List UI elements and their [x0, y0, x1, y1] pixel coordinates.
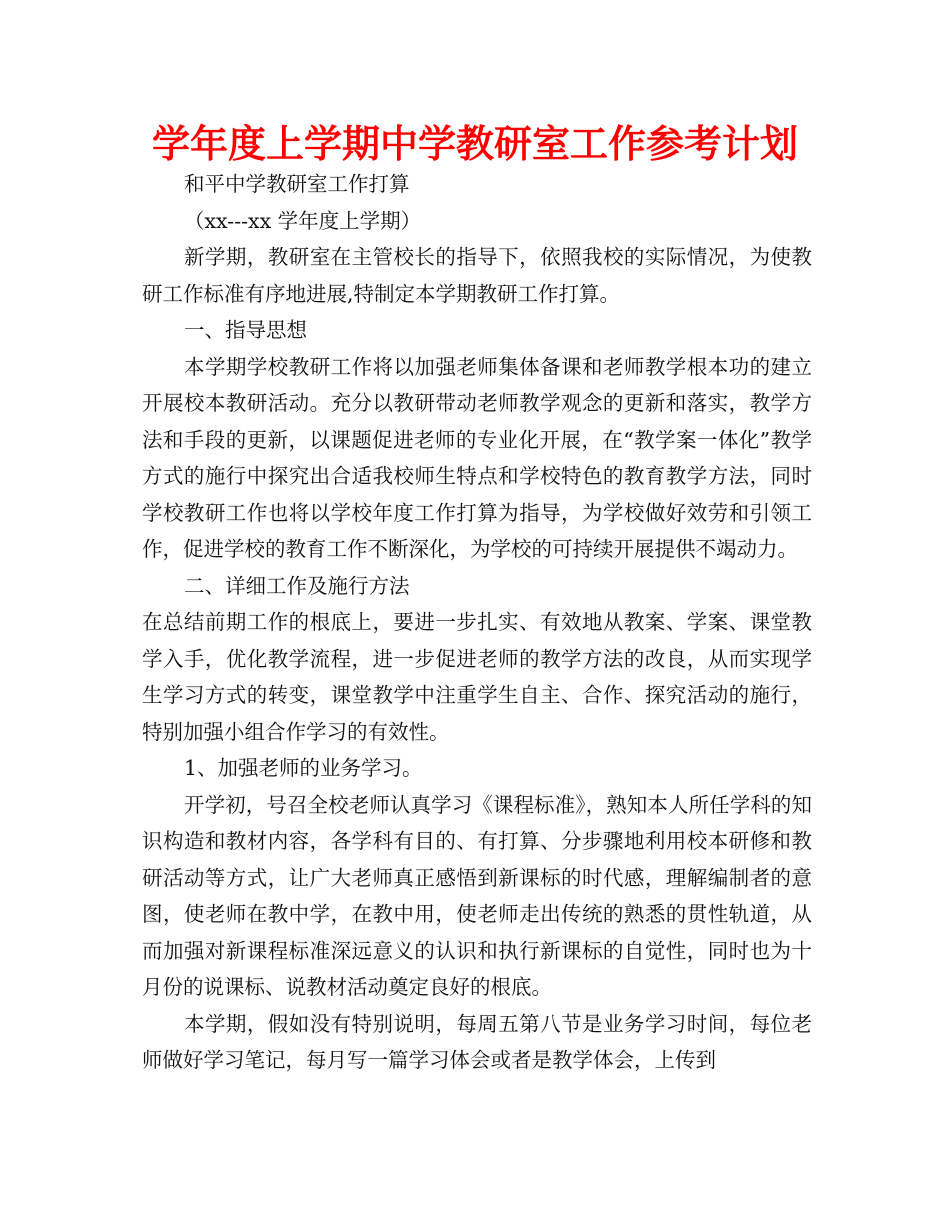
paragraph: 开学初，号召全校老师认真学习《课程标准》，熟知本人所任学科的知识构造和教材内容，各学科有目的、有打算、分步骤地利用校本研修和教研活动等方式，让广大老师真正感悟到新课标的时代感，理解编制者的意图，使老师在教中学，在教中用，使老师走出传统的熟悉的贯性轨道，从而加强对新课程标准深远意义的认识和执行新课标的自觉性，同时也为十月份的说课标、说教材活动奠定良好的根底。 [142, 792, 812, 999]
document-title: 学年度上学期中学教研室工作参考计划 [151, 122, 798, 166]
paragraph: 和平中学教研室工作打算 [184, 172, 410, 196]
paragraph: 新学期，教研室在主管校长的指导下，依照我校的实际情况，为使教研工作标准有序地进展,特制定本学期教研工作打算。 [142, 245, 812, 306]
paragraph: 本学期学校教研工作将以加强老师集体备课和老师教学根本功的建立开展校本教研活动。充分以教研带动老师教学观念的更新和落实，教学方法和手段的更新，以课题促进老师的专业化开展，在“教学案一体化”教学方式的施行中探究出合适我校师生特点和学校特色的教育教学方法，同时学校教研工作也将以学校年度工作打算为指导，为学校做好效劳和引领工作，促进学校的教育工作不断深化，为学校的可持续开展提供不竭动力。 [142, 354, 812, 561]
paragraph: 在总结前期工作的根底上，要进一步扎实、有效地从教案、学案、课堂教学入手，优化教学流程，进一步促进老师的教学方法的改良，从而实现学生学习方式的转变，课堂教学中注重学生自主、合作、探究活动的施行，特别加强小组合作学习的有效性。 [142, 610, 812, 744]
paragraph: （xx---xx 学年度上学期） [184, 208, 422, 233]
subsection-heading: 1、加强老师的业务学习。 [184, 756, 423, 780]
document-body [142, 166, 812, 1079]
section-heading: 一、指导思想 [184, 318, 307, 342]
paragraph: 本学期，假如没有特别说明，每周五第八节是业务学习时间，每位老师做好学习笔记，每月写一篇学习体会或者是教学体会，上传到 [142, 1011, 812, 1072]
section-heading: 二、详细工作及施行方法 [184, 573, 410, 598]
